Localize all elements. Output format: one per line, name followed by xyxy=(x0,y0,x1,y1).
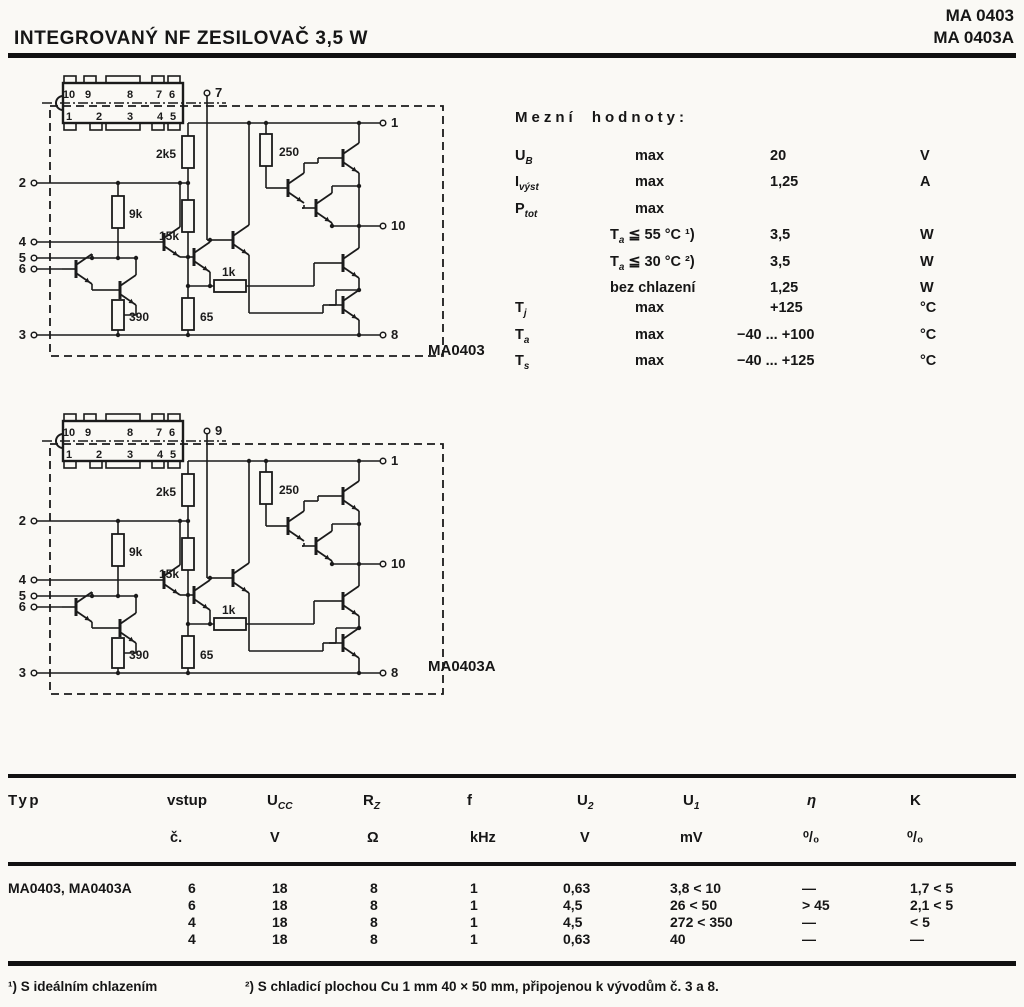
table-cell: 1 xyxy=(470,931,478,947)
table-col-unit: ⁰/₀ xyxy=(907,830,924,846)
table-col-unit xyxy=(8,830,165,846)
pin-label: 2 xyxy=(18,175,26,190)
limit-symbol xyxy=(515,225,610,251)
limit-condition: max xyxy=(635,326,665,343)
schematic-ma0403a xyxy=(18,406,458,708)
limit-unit: W xyxy=(920,279,934,296)
package-pin-number: 9 xyxy=(84,427,92,439)
limit-value xyxy=(770,199,920,225)
table-rule-bottom xyxy=(8,961,1016,966)
table-row xyxy=(0,880,1024,897)
limit-symbol: $T_s$ xyxy=(515,353,530,373)
table-col-unit: č. xyxy=(170,830,183,846)
package-pin-number: 6 xyxy=(168,427,176,439)
part-number-2: MA 0403A xyxy=(933,28,1014,47)
resistor-label: 65 xyxy=(200,648,214,662)
package-pin-number: 7 xyxy=(155,427,163,439)
pin-label: 3 xyxy=(18,327,26,342)
table-cell: > 45 xyxy=(802,897,830,913)
table-col-unit: V xyxy=(270,830,280,846)
table-cell xyxy=(8,914,165,931)
table-col-unit: mV xyxy=(680,830,703,846)
limit-value: −40 ... +100 xyxy=(737,326,815,343)
table-col-header: $U_{CC}$ xyxy=(267,792,293,812)
table-header-row xyxy=(0,792,1024,812)
package-pin-number: 6 xyxy=(168,89,176,101)
table-cell: 0,63 xyxy=(563,880,591,896)
limits-row xyxy=(515,351,1015,377)
table-cell: 1 xyxy=(470,880,478,896)
footnote-2: ²) S chladicí plochou Cu 1 mm 40 × 50 mm, připojenou k vývodům č. 3 a 8. xyxy=(245,979,719,994)
limit-condition: max xyxy=(635,174,665,191)
limit-symbol: $T_a$ xyxy=(515,326,530,346)
limit-symbol: $I_{výst}$ xyxy=(515,174,539,194)
resistor-label: 2k5 xyxy=(155,147,176,161)
pin-label: 1 xyxy=(391,453,399,468)
table-cell xyxy=(8,931,165,948)
limits-row xyxy=(515,252,1015,278)
table-cell: 1 xyxy=(470,914,478,930)
table-cell: 4,5 xyxy=(563,914,583,930)
limit-unit: W xyxy=(920,227,934,244)
schematic-caption: MA0403 xyxy=(428,342,485,359)
table-cell: 4 xyxy=(188,931,196,947)
table-col-header: $U_1$ xyxy=(683,792,700,812)
limit-unit: °C xyxy=(920,300,937,317)
limit-condition: $T_a$ ≦ 30 °C ²) xyxy=(610,253,695,273)
limit-symbol: $U_B$ xyxy=(515,148,533,167)
limit-condition: max xyxy=(635,353,665,370)
table-cell: 1 xyxy=(470,897,478,913)
resistor-label: 250 xyxy=(279,145,300,159)
package-pin-number: 3 xyxy=(126,449,134,461)
package-pin-number: 3 xyxy=(126,111,134,123)
package-pin-number: 8 xyxy=(126,89,134,101)
table-cell: 4 xyxy=(188,914,196,930)
package-pin-number: 4 xyxy=(156,111,164,123)
part-numbers xyxy=(933,5,1014,49)
package-pin-number: 1 xyxy=(65,449,73,461)
table-cell: 40 xyxy=(670,931,686,947)
table-col-header: vstup xyxy=(167,792,208,809)
resistor-label: 1k xyxy=(222,265,236,279)
resistor-label: 65 xyxy=(200,310,214,324)
limit-value: −40 ... +125 xyxy=(737,353,815,370)
pin-label: 10 xyxy=(391,556,406,571)
table-cell: 18 xyxy=(272,880,288,896)
table-cell: 6 xyxy=(188,897,196,913)
limit-condition: $T_a$ ≦ 55 °C ¹) xyxy=(610,227,695,247)
limit-condition: max xyxy=(635,300,665,317)
package-pin-number: 5 xyxy=(169,111,177,123)
limit-value: +125 xyxy=(770,300,803,317)
limit-unit xyxy=(920,199,1015,225)
package-pin-number: 1 xyxy=(65,111,73,123)
resistor-label: 390 xyxy=(129,648,150,662)
resistor-label: 9k xyxy=(129,545,143,559)
table-cell: — xyxy=(802,880,816,896)
limit-unit: V xyxy=(920,148,930,164)
limit-unit: W xyxy=(920,253,934,270)
table-col-unit: V xyxy=(580,830,590,846)
limits-row xyxy=(515,298,1015,324)
pin-label: 2 xyxy=(18,513,26,528)
table-cell: 3,8 < 10 xyxy=(670,880,721,896)
pin-label: 7 xyxy=(215,85,223,100)
limit-symbol: $P_{tot}$ xyxy=(515,200,538,220)
table-units-row xyxy=(0,830,1024,846)
table-cell: 272 < 350 xyxy=(670,914,733,930)
table-cell: — xyxy=(802,914,816,930)
package-pin-number: 9 xyxy=(84,89,92,101)
pin-label: 8 xyxy=(391,665,399,680)
table-col-header: f xyxy=(467,792,472,809)
limits-block xyxy=(515,109,1015,378)
schematic-ma0403 xyxy=(18,68,458,370)
table-cell: 8 xyxy=(370,914,378,930)
limits-row xyxy=(515,325,1015,351)
table-row xyxy=(0,914,1024,931)
resistor-label: 390 xyxy=(129,310,150,324)
limits-row xyxy=(515,225,1015,251)
pin-label: 5 xyxy=(18,250,26,265)
table-rule-top xyxy=(8,774,1016,778)
table-cell xyxy=(8,897,165,914)
resistor-label: 1k xyxy=(222,603,236,617)
table-cell: — xyxy=(802,931,816,947)
resistor-label: 2k5 xyxy=(155,485,176,499)
limit-condition: bez chlazení xyxy=(610,279,696,296)
table-col-header: K xyxy=(910,792,921,809)
package-pin-number: 10 xyxy=(62,427,76,439)
footnote-1: ¹) S ideálním chlazením xyxy=(8,979,158,994)
table-cell: 6 xyxy=(188,880,196,896)
package-pin-number: 10 xyxy=(62,89,76,101)
table-cell: 8 xyxy=(370,897,378,913)
package-pin-number: 5 xyxy=(169,449,177,461)
table-col-unit: Ω xyxy=(367,830,379,846)
pin-label: 3 xyxy=(18,665,26,680)
package-pin-number: 7 xyxy=(155,89,163,101)
limits-rows xyxy=(515,146,1015,378)
table-cell: 18 xyxy=(272,914,288,930)
pin-label: 4 xyxy=(18,234,26,249)
table-cell: 18 xyxy=(272,897,288,913)
limit-unit: A xyxy=(920,174,931,191)
pin-label: 10 xyxy=(391,218,406,233)
resistor-label: 15k xyxy=(158,229,179,243)
pin-label: 9 xyxy=(215,423,223,438)
page-title: INTEGROVANÝ NF ZESILOVAČ 3,5 W xyxy=(14,28,369,49)
table-cell: 4,5 xyxy=(563,897,583,913)
part-number-1: MA 0403 xyxy=(945,6,1014,25)
table-cell: 0,63 xyxy=(563,931,591,947)
table-row xyxy=(0,931,1024,948)
schematic-caption: MA0403A xyxy=(428,658,496,675)
table-cell: 8 xyxy=(370,880,378,896)
limit-value: 1,25 xyxy=(770,174,799,191)
table-cell: < 5 xyxy=(910,914,930,930)
limit-value: 3,5 xyxy=(770,253,791,270)
table-col-unit: kHz xyxy=(470,830,496,846)
table-cell: 8 xyxy=(370,931,378,947)
limits-row xyxy=(515,278,1015,299)
resistor-label: 15k xyxy=(158,567,179,581)
table-cell: 26 < 50 xyxy=(670,897,718,913)
table-row xyxy=(0,897,1024,914)
table-cell: 18 xyxy=(272,931,288,947)
table-col-header: Typ xyxy=(8,792,42,809)
table-cell: — xyxy=(910,931,924,947)
limit-symbol: $T_j$ xyxy=(515,300,527,320)
table-col-header: $R_Z$ xyxy=(363,792,381,812)
pin-label: 8 xyxy=(391,327,399,342)
table-col-header: $U_2$ xyxy=(577,792,594,812)
table-cell: MA0403, MA0403A xyxy=(8,880,132,896)
pin-label: 5 xyxy=(18,588,26,603)
limits-row xyxy=(515,172,1015,198)
pin-label: 4 xyxy=(18,572,26,587)
pin-label: 1 xyxy=(391,115,399,130)
table-col-unit: ⁰/₀ xyxy=(803,830,820,846)
table-body xyxy=(0,880,1024,948)
table-col-header: η xyxy=(807,792,817,809)
resistor-label: 250 xyxy=(279,483,300,497)
limit-symbol xyxy=(515,252,610,278)
package-pin-number: 8 xyxy=(126,427,134,439)
limit-unit: °C xyxy=(920,326,937,343)
package-pin-number: 2 xyxy=(95,449,103,461)
table-cell: 2,1 < 5 xyxy=(910,897,954,913)
resistor-label: 9k xyxy=(129,207,143,221)
pin-label: 6 xyxy=(18,599,26,614)
limit-unit: °C xyxy=(920,353,937,370)
limit-value: 3,5 xyxy=(770,227,791,244)
table-cell: 1,7 < 5 xyxy=(910,880,954,896)
limit-value: 20 xyxy=(770,148,787,164)
package-pin-number: 4 xyxy=(156,449,164,461)
table-rule-mid xyxy=(8,862,1016,866)
limit-symbol xyxy=(515,278,610,299)
limit-value: 1,25 xyxy=(770,279,799,296)
limits-row xyxy=(515,199,1015,225)
limit-condition: max xyxy=(635,200,665,217)
limits-row xyxy=(515,146,1015,172)
limit-condition: max xyxy=(635,148,665,164)
pin-label: 6 xyxy=(18,261,26,276)
package-pin-number: 2 xyxy=(95,111,103,123)
limits-heading: Mezní hodnoty: xyxy=(515,109,688,126)
header-rule xyxy=(8,53,1016,58)
